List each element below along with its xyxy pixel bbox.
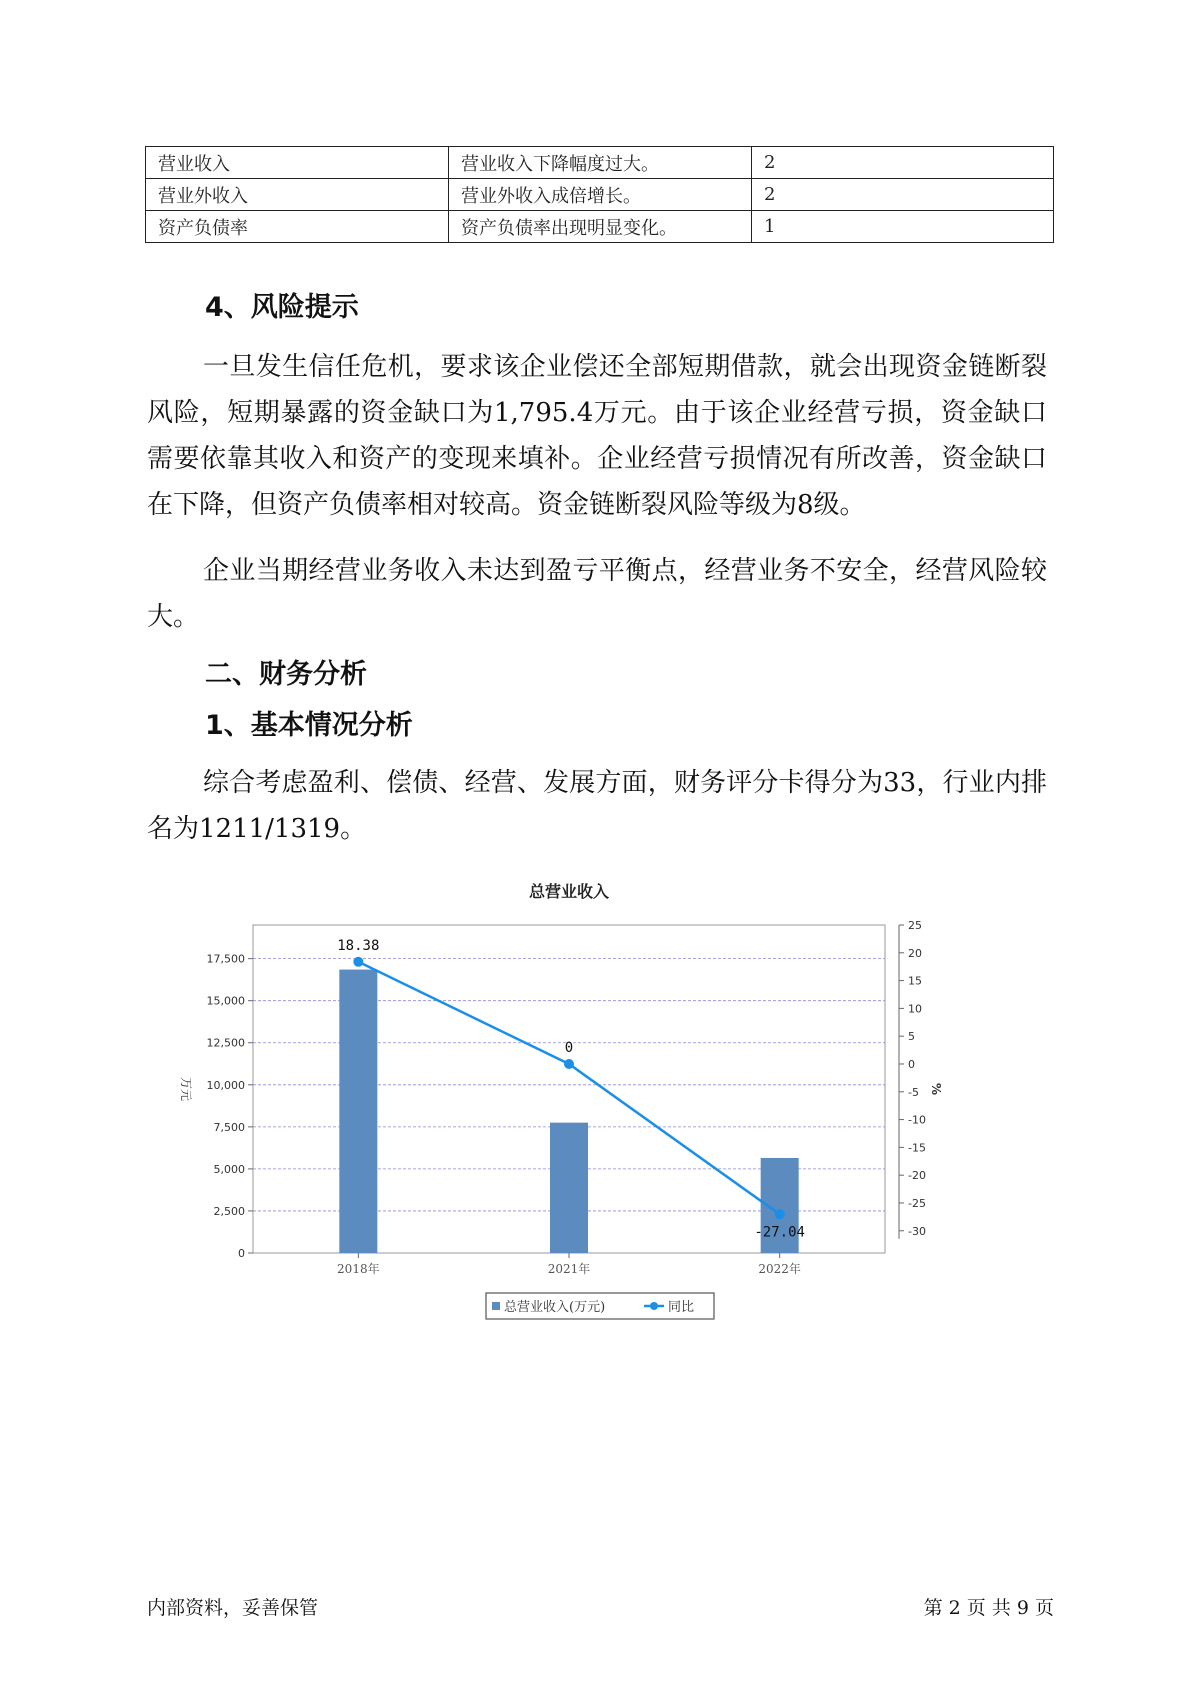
table-row: [146, 147, 1054, 179]
y-tick-label: 10,000: [206, 1078, 245, 1092]
y2-tick-label: -30: [908, 1224, 926, 1238]
y-tick-label: 5,000: [213, 1162, 245, 1176]
yoy-point: [353, 957, 363, 967]
bar: [339, 970, 377, 1253]
footer-confidential: 内部资料，妥善保管: [147, 1597, 319, 1619]
y2-tick-label: 25: [908, 919, 922, 932]
y2-tick-label: 5: [908, 1030, 915, 1044]
indicator-score-cell: 2: [752, 179, 1054, 211]
finance-heading: 二、财务分析: [205, 659, 367, 690]
indicator-desc-cell: 营业外收入成倍增长。: [449, 179, 752, 211]
y-tick-label: 12,500: [206, 1036, 245, 1050]
yoy-point: [564, 1059, 574, 1069]
x-tick-label: 2022年: [758, 1262, 801, 1276]
y-tick-label: 17,500: [206, 952, 245, 966]
y2-tick-label: 0: [908, 1057, 915, 1071]
legend-bar-label: 总营业收入(万元): [504, 1300, 606, 1315]
bar: [550, 1123, 588, 1253]
indicator-desc-cell: 资产负债率出现明显变化。: [449, 211, 752, 243]
indicator-score-cell: 1: [752, 211, 1054, 243]
y-tick-label: 15,000: [206, 994, 245, 1008]
x-tick-label: 2021年: [547, 1262, 591, 1276]
legend-bar-swatch: [492, 1302, 500, 1310]
y2-tick-label: -20: [908, 1169, 926, 1183]
table-row: [146, 211, 1054, 243]
yoy-data-label: 18.38: [337, 937, 380, 954]
indicator-desc-cell: 营业收入下降幅度过大。: [449, 147, 752, 179]
y2-tick-label: -25: [908, 1196, 926, 1210]
yoy-data-label: -27.04: [754, 1224, 805, 1241]
y-tick-label: 0: [238, 1247, 245, 1260]
y2-tick-label: -5: [908, 1085, 919, 1099]
yoy-data-label: 0: [564, 1039, 574, 1056]
indicator-score-cell: 2: [752, 147, 1054, 179]
y2-tick-label: -10: [908, 1113, 926, 1127]
y2-tick-label: 20: [908, 946, 922, 960]
y2-tick-label: 10: [908, 1002, 922, 1016]
basic-paragraph: 综合考虑盈利、偿债、经营、发展方面，财务评分卡得分为33，行业内排名为1211/1319。: [147, 768, 1047, 844]
indicator-name-cell: 营业收入: [146, 147, 449, 179]
indicator-name-cell: 资产负债率: [146, 211, 449, 243]
y-tick-label: 2,500: [213, 1204, 245, 1218]
risk-indicator-table: [145, 146, 1054, 243]
risk-heading: 4、风险提示: [205, 292, 359, 323]
risk-paragraph-1: 一旦发生信任危机，要求该企业偿还全部短期借款，就会出现资金链断裂风险，短期暴露的资金缺口为1,795.4万元。由于该企业经营亏损，资金缺口需要依靠其收入和资产的变现来填补。企业经营亏损情况有所改善，资金缺口在下降，但资产负债率相对较高。资金链断裂风险等级为8级。: [147, 352, 1047, 520]
legend-line-marker: [650, 1302, 658, 1310]
footer-page-number: 第 2 页 共 9 页: [923, 1597, 1054, 1619]
basic-heading: 1、基本情况分析: [205, 710, 413, 741]
legend-line-label: 同比: [668, 1300, 695, 1315]
chart-title: 总营业收入: [528, 882, 610, 901]
table-row: [146, 179, 1054, 211]
x-tick-label: 2018年: [337, 1262, 380, 1276]
revenue-chart: [170, 875, 1030, 1335]
risk-paragraph-2: 企业当期经营业务收入未达到盈亏平衡点，经营业务不安全，经营风险较大。: [147, 556, 1047, 632]
yoy-point: [775, 1209, 785, 1219]
y-tick-label: 7,500: [213, 1120, 245, 1134]
y-axis-label: 万元: [179, 1076, 193, 1102]
indicator-name-cell: 营业外收入: [146, 179, 449, 211]
y2-axis-label: %: [929, 1082, 943, 1096]
y2-tick-label: -15: [908, 1141, 926, 1155]
y2-tick-label: 15: [908, 974, 922, 988]
